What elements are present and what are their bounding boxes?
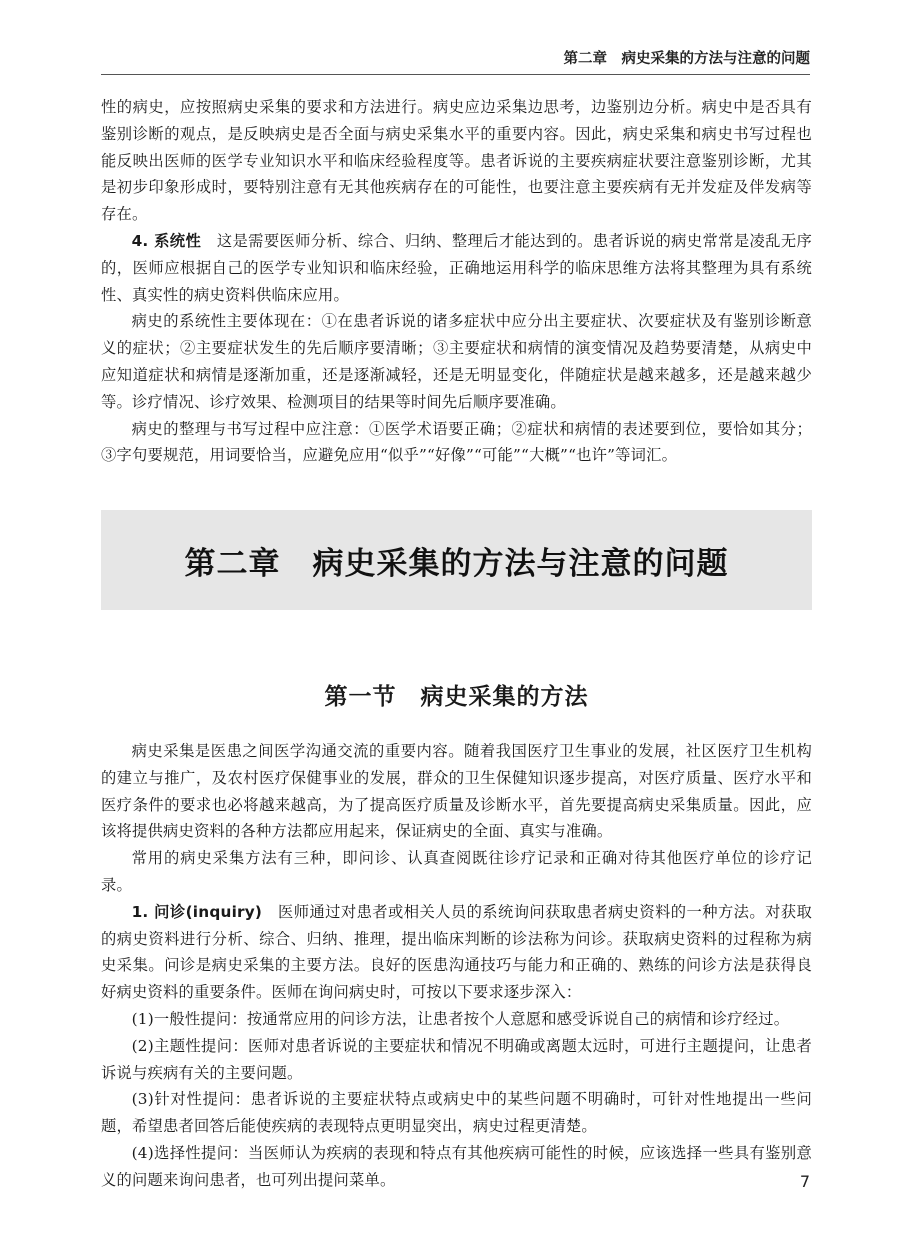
section-title: 第一节 病史采集的方法 (324, 683, 589, 710)
paragraph: (2)主题性提问：医师对患者诉说的主要症状和情况不明确或离题太远时，可进行主题提问，让患者诉说与疾病有关的主要问题。 (101, 1036, 812, 1082)
paragraph: 性的病史，应按照病史采集的要求和方法进行。病史应边采集边思考，边鉴别边分析。病史中是否具有鉴别诊断的观点，是反映病史是否全面与病史采集水平的重要内容。因此，病史采集和病史书写过程也能反映出医师的医学专业知识水平和临床经验程度等。患者诉说的主要疾病症状要注意鉴别诊断，尤其是初步印象形成时，要特别注意有无其他疾病存在的可能性，也要注意主要疾病有无并发症及伴发病等存在。 (101, 98, 812, 224)
paragraph: (4)选择性提问：当医师认为疾病的表现和特点有其他疾病可能性的时候，应该选择一些具有鉴别意义的问题来询问患者，也可列出提问菜单。 (101, 1143, 812, 1189)
paragraph: (3)针对性提问：患者诉说的主要症状特点或病史中的某些问题不明确时，可针对性地提出一些问题，希望患者回答后能使疾病的表现特点更明显突出，病史过程更清楚。 (101, 1090, 812, 1136)
paragraph: (1)一般性提问：按通常应用的问诊方法，让患者按个人意愿和感受诉说自己的病情和诊疗经过。 (131, 1009, 790, 1028)
paragraph: 病史的整理与书写过程中应注意：①医学术语要正确；②症状和病情的表述要到位，要恰如其分；③字句要规范，用词要恰当，应避免应用“似乎”“好像”“可能”“大概”“也许”等词汇。 (101, 419, 812, 465)
paragraph: 常用的病史采集方法有三种，即问诊、认真查阅既往诊疗记录和正确对待其他医疗单位的诊疗记录。 (101, 849, 812, 894)
page-number: 7 (799, 1172, 810, 1191)
chapter-banner (101, 510, 812, 610)
running-head-text: 第二章 病史采集的方法与注意的问题 (563, 51, 810, 67)
paragraph: 病史采集是医患之间医学沟通交流的重要内容。随着我国医疗卫生事业的发展，社区医疗卫生机构的建立与推广，及农村医疗保健事业的发展，群众的卫生保健知识逐步提高，对医疗质量、医疗水平和医疗条件的要求也必将越来越高，为了提高医疗质量及诊断水平，首先要提高病史采集质量。因此，应该将提供病史资料的各种方法都应用起来，保证病史的全面、真实与准确。 (101, 742, 812, 841)
item-lead: 1. 问诊(inquiry) (131, 902, 263, 921)
chapter-title: 第二章 病史采集的方法与注意的问题 (184, 545, 729, 582)
paragraph: 病史的系统性主要体现在：①在患者诉说的诸多症状中应分出主要症状、次要症状及有鉴别诊断意义的症状；②主要症状发生的先后顺序要清晰；③主要症状和病情的演变情况及趋势要清楚，从病史中应知道症状和病情是逐渐加重，还是逐渐减轻，还是无明显变化，伴随症状是越来越多，还是越来越少等。诊疗情况、诊疗效果、检测项目的结果等时间先后顺序要准确。 (101, 312, 812, 411)
body-text-block (101, 738, 812, 1194)
item-lead: 4. 系统性 (131, 231, 202, 250)
running-head (101, 48, 810, 75)
paragraph: 1. 问诊(inquiry) 医师通过对患者或相关人员的系统询问获取患者病史资料的一种方法。对获取的病史资料进行分析、综合、归纳、推理，提出临床判断的诊法称为问诊。获取病史资料的过程称为病史采集。问诊是病史采集的主要方法。良好的医患沟通技巧与能力和正确的、熟练的问诊方法是获得良好病史资料的重要条件。医师在询问病史时，可按以下要求逐步深入： (101, 902, 812, 1002)
top-text-block (101, 94, 812, 469)
paragraph: 4. 系统性 这是需要医师分析、综合、归纳、整理后才能达到的。患者诉说的病史常常是凌乱无序的，医师应根据自己的医学专业知识和临床经验，正确地运用科学的临床思维方法将其整理为具有系统性、真实性的病史资料供临床应用。 (101, 231, 812, 304)
